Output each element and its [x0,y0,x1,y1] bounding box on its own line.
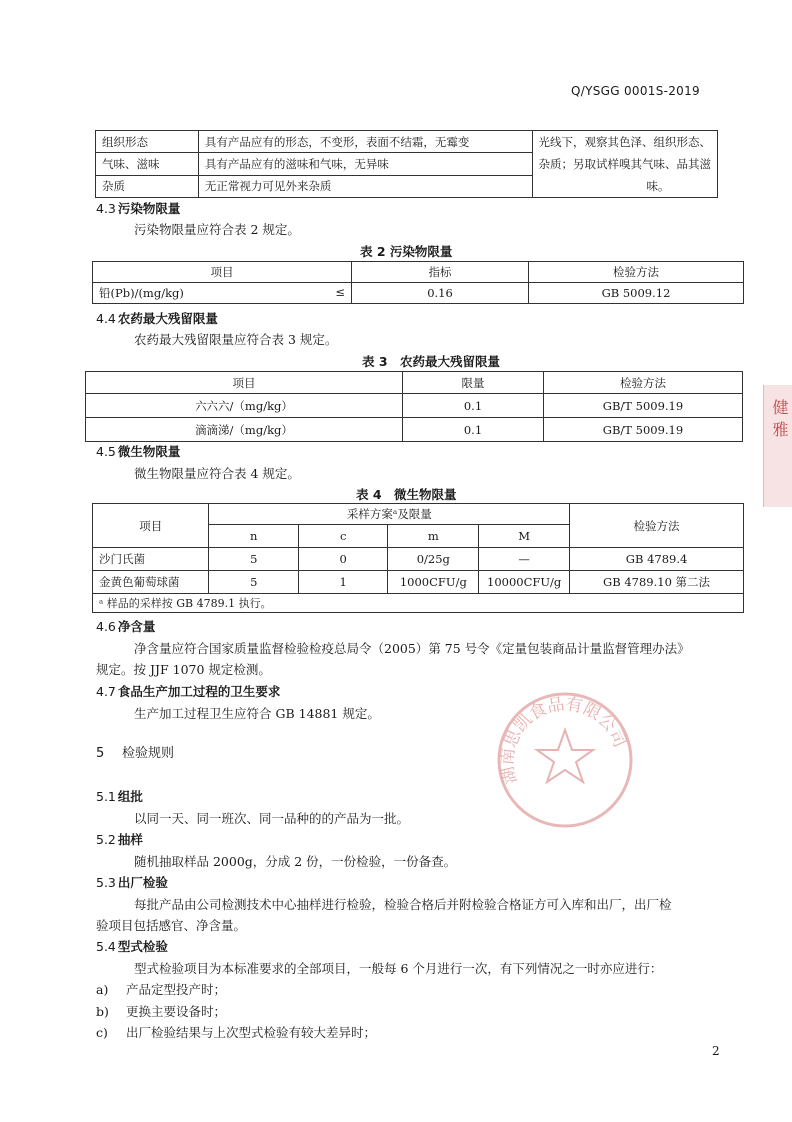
table-cell-n: 5 [209,571,298,594]
table-cell-value: 0.1 [403,394,544,418]
table-header-cell: n [209,525,298,548]
table-header-cell: c [298,525,387,548]
company-seal [495,690,635,830]
table-cell-M: — [479,548,570,571]
table-header-cell: 采样方案ᵃ及限量 [209,504,570,525]
table-cell-requirement: 具有产品应有的滋味和气味，无异味 [198,153,532,175]
section-heading: 5.3 出厂检验 [96,875,168,890]
table-caption: 表 4 微生物限量 [356,487,457,502]
table-header-row [93,262,744,283]
table-cell-M: 10000CFU/g [479,571,570,594]
contaminant-table [92,261,744,304]
table-caption: 表 2 污染物限量 [360,244,453,259]
table-cell-requirement: 具有产品应有的形态，不变形，表面不结霜，无霉变 [198,131,532,153]
table-header-cell: m [388,525,479,548]
table-cell-method: GB 5009.12 [529,283,744,304]
table-cell-value: 0.16 [352,283,529,304]
table-header-cell: 项目 [93,504,209,548]
table-cell-m: 0/25g [388,548,479,571]
table-row [93,571,744,594]
paragraph: 净含量应符合国家质量监督检验检疫总局令（2005）第 75 号令《定量包装商品计量监督管理办法》 [134,641,690,656]
table-cell-item: 组织形态 [96,131,199,153]
table-header-cell: 限量 [403,372,544,394]
table-cell-item: 沙门氏菌 [93,548,209,571]
table-header-cell: 项目 [86,372,403,394]
table-header-row [93,504,744,525]
section-heading: 5.2 抽样 [96,832,143,847]
table-row [86,418,743,442]
less-equal-sign: ≤ [335,285,345,299]
table-cell-item: 杂质 [96,175,199,197]
section-heading: 5.4 型式检验 [96,939,168,954]
list-item: c) 出厂检验结果与上次型式检验有较大差异时； [96,1025,377,1040]
table-cell-method [532,131,718,198]
section-heading: 4.7 食品生产加工过程的卫生要求 [96,684,281,699]
method-line: 味。 [646,179,670,193]
sensory-table [95,130,718,198]
paragraph: 以同一天、同一班次、同一品种的的产品为一批。 [134,811,410,826]
table-cell-item: 铅(Pb)/(mg/kg) ≤ [93,283,352,304]
paragraph: 农药最大残留限量应符合表 3 规定。 [134,332,338,347]
paragraph: 随机抽取样品 2000g，分成 2 份，一份检验，一份备查。 [134,854,457,869]
list-item: a) 产品定型投产时； [96,982,227,997]
chapter-heading: 5 检验规则 [96,746,175,761]
paragraph: 微生物限量应符合表 4 规定。 [134,466,300,481]
table-footnote-row [93,594,744,613]
page-number: 2 [712,1044,720,1058]
table-header-row [86,372,743,394]
paragraph: 型式检验项目为本标准要求的全部项目，一般每 6 个月进行一次，有下列情况之一时亦应进行： [134,961,663,976]
table-caption: 表 3 农药最大残留限量 [362,354,501,369]
list-item: b) 更换主要设备时； [96,1004,227,1019]
table-header-cell: M [479,525,570,548]
table-footnote: ᵃ 样品的采样按 GB 4789.1 执行。 [93,594,744,613]
table-cell-n: 5 [209,548,298,571]
standard-number: Q/YSGG 0001S-2019 [571,84,700,98]
table-row [93,548,744,571]
section-heading: 4.6 净含量 [96,619,156,634]
table-header-cell: 检验方法 [570,504,744,548]
binding-mark: 健雅 [763,385,792,507]
table-header-cell: 项目 [93,262,352,283]
section-heading: 4.3 污染物限量 [96,201,181,216]
seal-text: 湖南思凯食品有限公司 [497,694,630,786]
table-cell-item: 气味、滋味 [96,153,199,175]
table-cell-item: 六六六/（mg/kg） [86,394,403,418]
seal-star-icon [537,730,593,782]
table-row [93,283,744,304]
table-cell-requirement: 无正常视力可见外来杂质 [198,175,532,197]
paragraph: 验项目包括感官、净含量。 [96,918,247,933]
table-cell-item: 滴滴涕/（mg/kg） [86,418,403,442]
table-cell-c: 0 [298,548,387,571]
section-heading: 4.4 农药最大残留限量 [96,311,218,326]
table-cell-method: GB/T 5009.19 [544,394,743,418]
table-row [86,394,743,418]
table-cell-m: 1000CFU/g [388,571,479,594]
table-cell-value: 0.1 [403,418,544,442]
section-heading: 5.1 组批 [96,789,143,804]
paragraph: 污染物限量应符合表 2 规定。 [134,222,300,237]
table-cell-c: 1 [298,571,387,594]
table-cell-method: GB 4789.10 第二法 [570,571,744,594]
table-header-cell: 检验方法 [529,262,744,283]
table-header-cell: 检验方法 [544,372,743,394]
paragraph: 规定。按 JJF 1070 规定检测。 [96,662,271,677]
microbe-table [92,503,744,613]
table-cell-item: 金黄色葡萄球菌 [93,571,209,594]
table-header-cell: 指标 [352,262,529,283]
method-line: 杂质；另取试样嗅其气味、品其滋 [538,157,711,171]
paragraph: 每批产品由公司检测技术中心抽样进行检验，检验合格后并附检验合格证方可入库和出厂，出厂检 [134,897,672,912]
table-cell-method: GB/T 5009.19 [544,418,743,442]
paragraph: 生产加工过程卫生应符合 GB 14881 规定。 [134,706,380,721]
pesticide-table [85,371,743,442]
method-line: 光线下，观察其色泽、组织形态、 [538,135,711,149]
section-heading: 4.5 微生物限量 [96,444,181,459]
table-row [96,131,718,153]
table-cell-method: GB 4789.4 [570,548,744,571]
